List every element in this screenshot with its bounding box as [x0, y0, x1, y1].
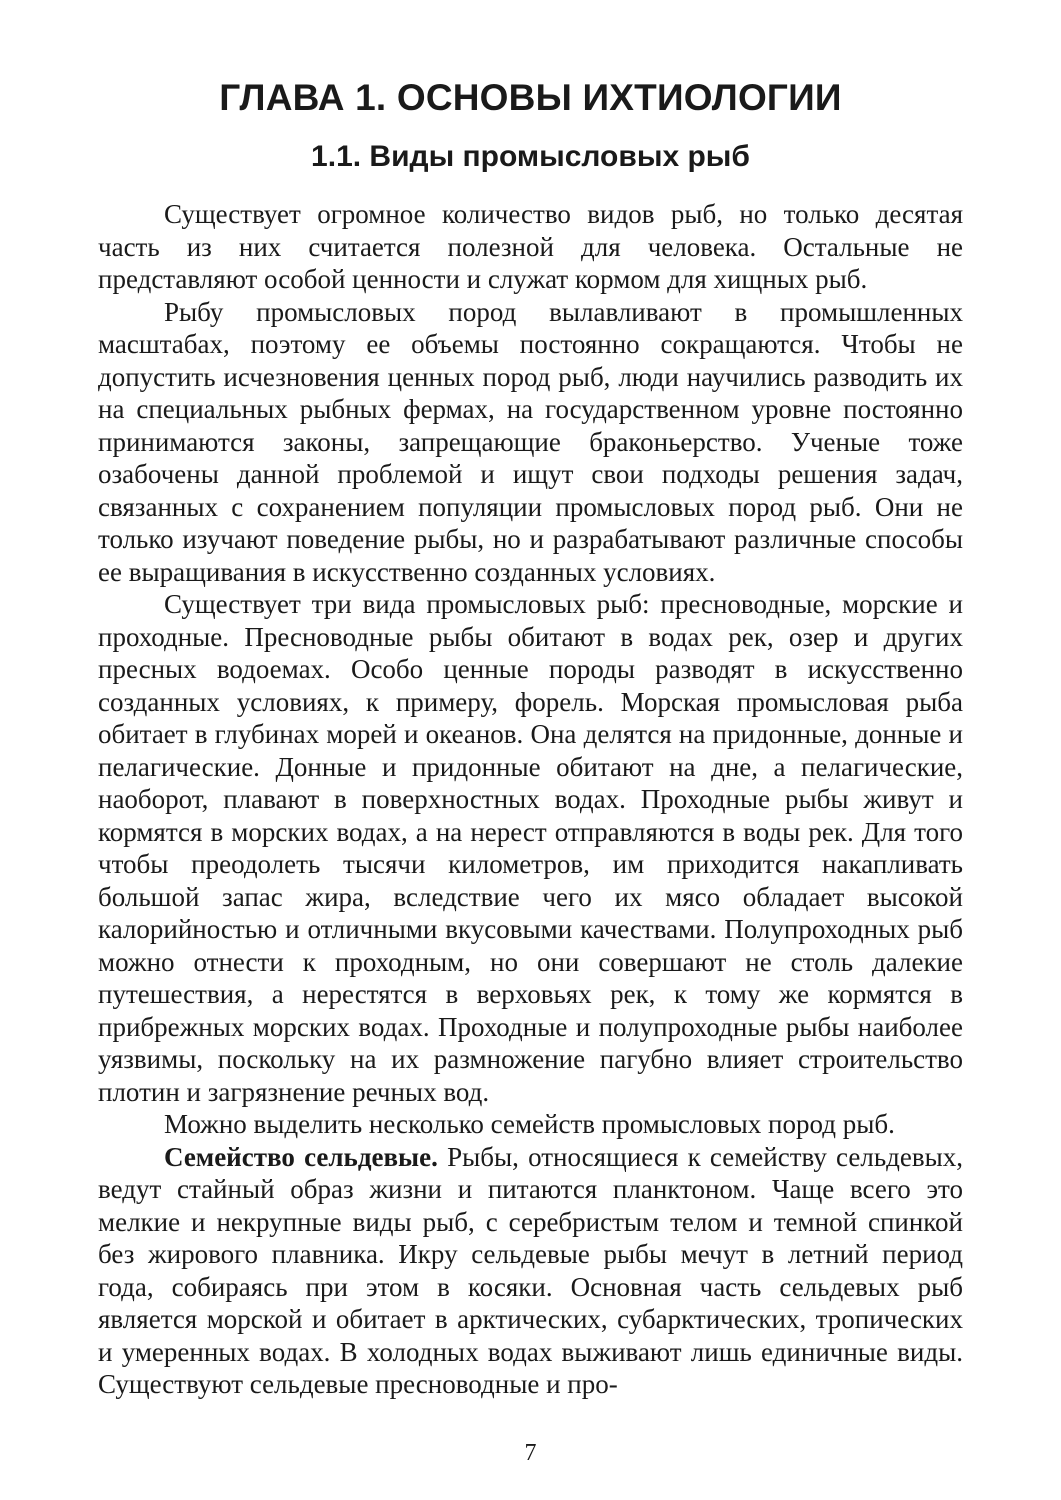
page-number: 7	[524, 1440, 537, 1466]
body-text	[98, 198, 963, 1401]
section-title: 1.1. Виды промысловых рыб	[311, 140, 750, 173]
paragraph-herring-family	[98, 1141, 963, 1401]
paragraph-fish-types: Существует три вида промысловых рыб: пресноводные, морские и проходные. Пресноводные рыбы обитают в водах рек, озер и других пресных водоемах. Особо ценные породы разводят в искусственно созданных условиях, к примеру, форель. Морская промысловая рыба обитает в глубинах морей и океанов. Она делятся на придонные, донные и пелагические. Донные и придонные обитают на дне, а пелагические, наоборот, плавают в поверхностных водах. Проходные рыбы живут и кормятся в морских водах, а на нерест отправляются в воды рек. Для того чтобы преодолеть тысячи километров, им приходится накапливать большой запас жира, вследствие чего их мясо обладает высокой калорийностью и отличными вкусовыми качествами. Полупроходных рыб можно отнести к проходным, но они совершают не столь далекие путешествия, а нерестятся в верховьях рек, к тому же кормятся в прибрежных морских водах. Проходные и полупроходные рыбы наиболее уязвимы, поскольку на их размножение пагубно влияет строительство плотин и загрязнение речных вод.	[98, 589, 963, 1107]
paragraph-families-intro: Можно выделить несколько семейств промысловых пород рыб.	[164, 1109, 895, 1139]
herring-family-text: Рыбы, относящиеся к семейству сельдевых, ведут стайный образ жизни и питаются планктоном. Чаще всего это мелкие и некрупные виды рыб, с серебристым телом и темной спинкой без жирового плавника. Икру сельдевые рыбы мечут в летний период года, собираясь при этом в косяки. Основная часть сельдевых рыб является морской и обитает в арктических, субарктических, тропических и умеренных водах. В холодных водах выживают лишь единичные виды. Существуют сельдевые пресноводные и про-	[98, 1141, 963, 1399]
paragraph-intro: Существует огромное количество видов рыб, но только десятая часть из них считается полезной для человека. Остальные не представляют особой ценности и служат кормом для хищных рыб.	[98, 199, 963, 294]
herring-family-heading: Семейство сельдевые.	[164, 1141, 438, 1172]
chapter-title: ГЛАВА 1. ОСНОВЫ ИХТИОЛОГИИ	[219, 77, 842, 118]
paragraph-industrial-fishing: Рыбу промысловых пород вылавливают в промышленных масштабах, поэтому ее объемы постоянно сокращаются. Чтобы не допустить исчезновения ценных пород рыб, люди научились разводить их на специальных рыбных фермах, на государственном уровне постоянно принимаются законы, запрещающие браконьерство. Ученые тоже озабочены данной проблемой и ищут свои подходы решения задач, связанных с сохранением популяции промысловых пород рыб. Они не только изучают поведение рыбы, но и разрабатывают различные способы ее выращивания в искусственно созданных условиях.	[98, 296, 963, 587]
